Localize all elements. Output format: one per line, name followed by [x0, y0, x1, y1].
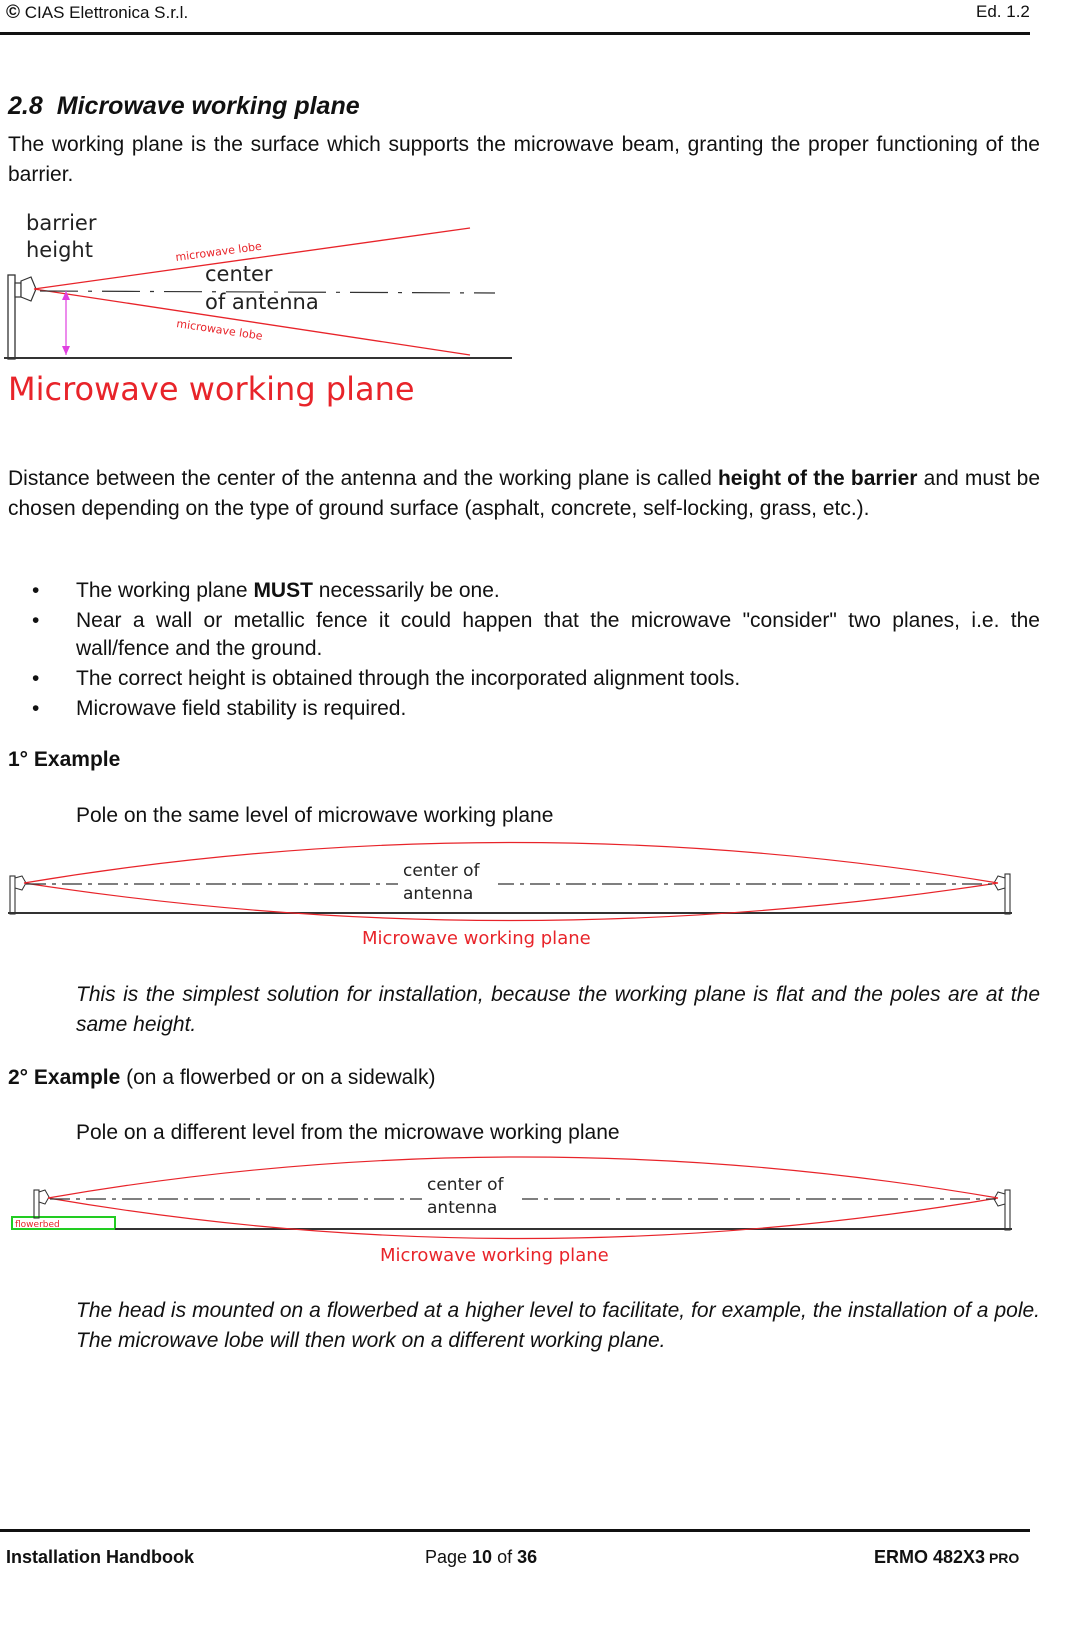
example2-note: The head is mounted on a flowerbed at a higher level to facilitate, for example, the installation of a pole. The microwave lobe will then work on a different working plane.: [76, 1299, 1040, 1352]
example2-heading: 2° Example (on a flowerbed or on a sidewalk): [8, 1066, 436, 1089]
definition-term: height of the barrier: [717, 467, 918, 490]
label-flowerbed: flowerbed: [15, 1220, 60, 1230]
list-item: • The correct height is obtained through the incorporated alignment tools.: [32, 667, 741, 690]
definition-after: and must be chosen depending on the type of ground surface (asphalt, concrete, self-locking, grass, etc.).: [8, 467, 1040, 520]
figure-example2: [0, 1154, 1030, 1269]
example1-heading: 1° Example: [8, 748, 121, 771]
footer-rule: [0, 1529, 1030, 1532]
label-lobe-top: microwave lobe: [174, 239, 263, 264]
section-title: [8, 92, 360, 121]
definition-before: Distance between the center of the antenna and the working plane is called: [8, 467, 718, 490]
label-antenna: antenna: [403, 884, 474, 904]
label-of-antenna: of antenna: [205, 290, 319, 314]
list-item: • Microwave field stability is required.: [32, 697, 407, 720]
header-edition: Ed. 1.2: [976, 2, 1030, 21]
pole-left: [10, 876, 26, 914]
section-number: 2.8: [8, 92, 43, 120]
label-center: center: [205, 262, 273, 286]
example1-fig-caption: Microwave working plane: [362, 928, 591, 949]
lobe-lower: [24, 883, 998, 921]
lobe-upper: [48, 1157, 998, 1198]
label-antenna: antenna: [427, 1198, 498, 1218]
definition-paragraph: [8, 464, 1040, 524]
header-company: © CIAS Elettronica S.r.l.: [6, 2, 189, 23]
list-item: • Near a wall or metallic fence it could happen that the microwave "consider" two planes, i.e. the wall/fence and the ground.: [32, 609, 1040, 660]
pole-right: [994, 874, 1010, 914]
label-barrier: barrier: [26, 211, 97, 235]
figure-barrier-height: [0, 205, 520, 415]
lobe-lower: [48, 1198, 998, 1239]
pole-right: [994, 1190, 1010, 1230]
example2-fig-caption: Microwave working plane: [380, 1245, 609, 1266]
label-lobe-bottom: microwave lobe: [175, 317, 264, 343]
header-rule: [0, 32, 1030, 35]
lobe-upper: [24, 843, 998, 884]
footer-page: Page 10 of 36: [425, 1547, 538, 1567]
example1-note: This is the simplest solution for installation, because the working plane is flat and the poles are at the same height.: [76, 983, 1040, 1036]
figure-example1: [0, 838, 1030, 953]
list-item: • The working plane MUST necessarily be one.: [32, 579, 500, 602]
pole-left: [34, 1190, 49, 1218]
header-company-text: CIAS Elettronica S.r.l.: [24, 3, 189, 22]
label-center-of: center of: [403, 861, 480, 881]
figure1-caption: Microwave working plane: [8, 370, 415, 408]
footer-model: ERMO 482X3 PRO: [874, 1547, 1020, 1567]
intro-paragraph: The working plane is the surface which supports the microwave beam, granting the proper functioning of the barrier.: [8, 133, 1040, 186]
example2-subtitle: Pole on a different level from the microwave working plane: [76, 1121, 620, 1144]
footer-handbook: Installation Handbook: [6, 1547, 195, 1567]
section-title-text: Microwave working plane: [56, 92, 360, 120]
requirements-list: [8, 577, 1040, 725]
example1-subtitle: Pole on the same level of microwave working plane: [76, 804, 554, 827]
label-height: height: [26, 238, 93, 262]
pole-left: [8, 275, 36, 359]
label-center-of: center of: [427, 1175, 504, 1195]
